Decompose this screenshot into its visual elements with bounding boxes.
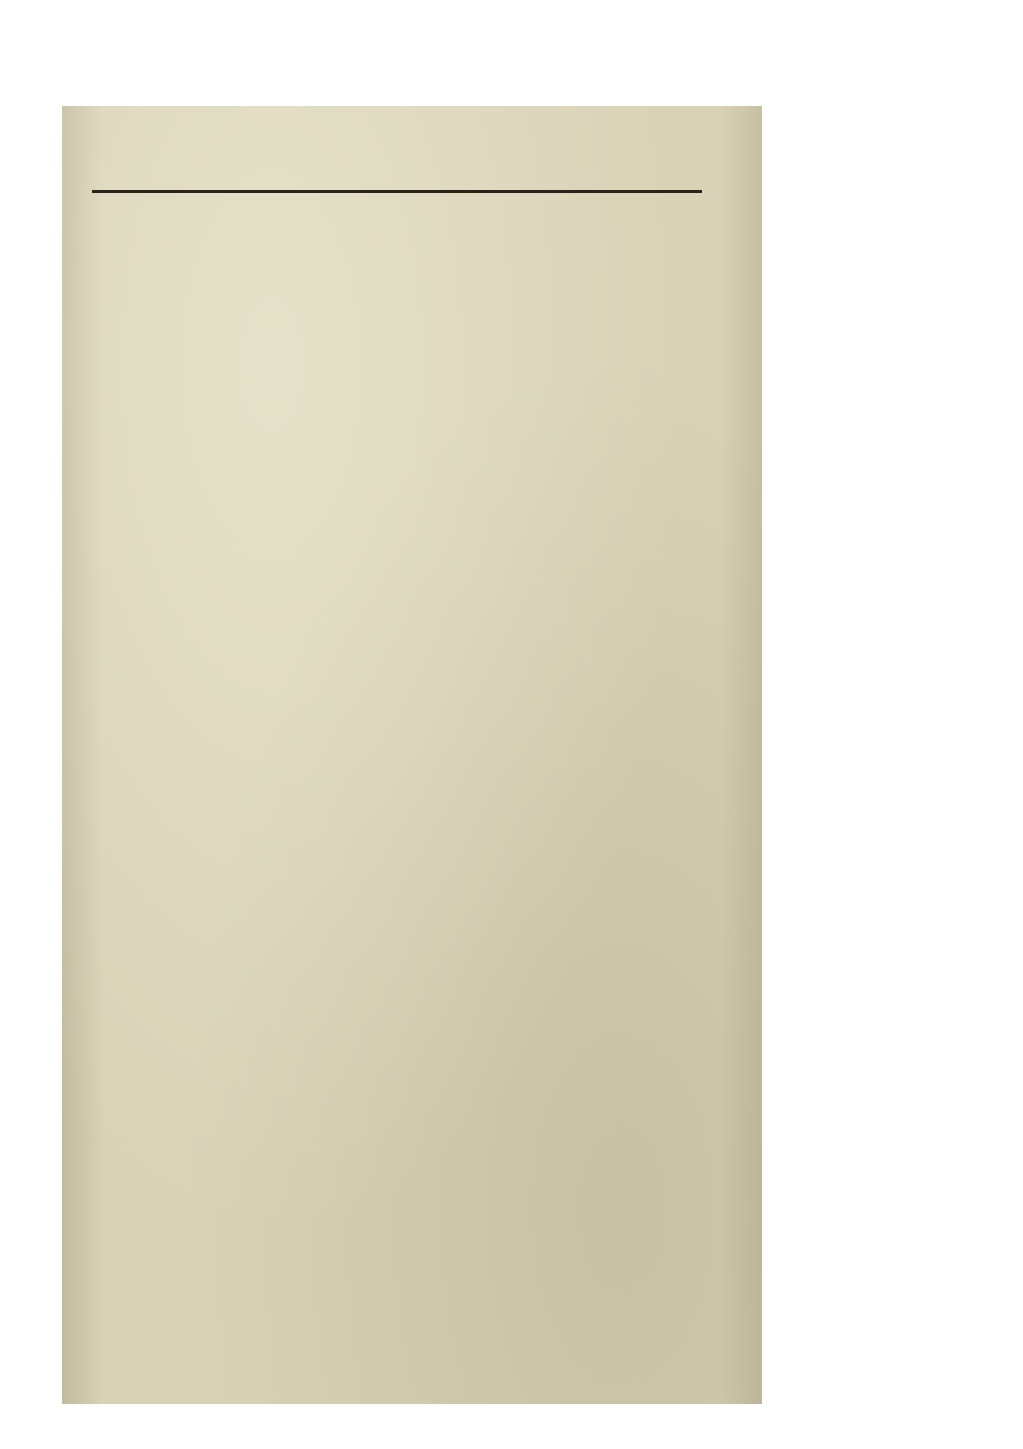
page-text <box>92 136 702 435</box>
running-header <box>92 136 702 178</box>
cap-line-1 <box>92 321 702 355</box>
scanned-page <box>62 106 762 1404</box>
chapter-subtitle-line-1 <box>92 247 702 281</box>
chapter-heading <box>92 203 702 247</box>
cap-line-2 <box>92 355 702 389</box>
chapter-subtitle-line-2 <box>92 281 702 315</box>
separator-rule <box>92 190 702 193</box>
drop-cap-block <box>92 321 702 389</box>
signature-mark <box>92 395 702 435</box>
